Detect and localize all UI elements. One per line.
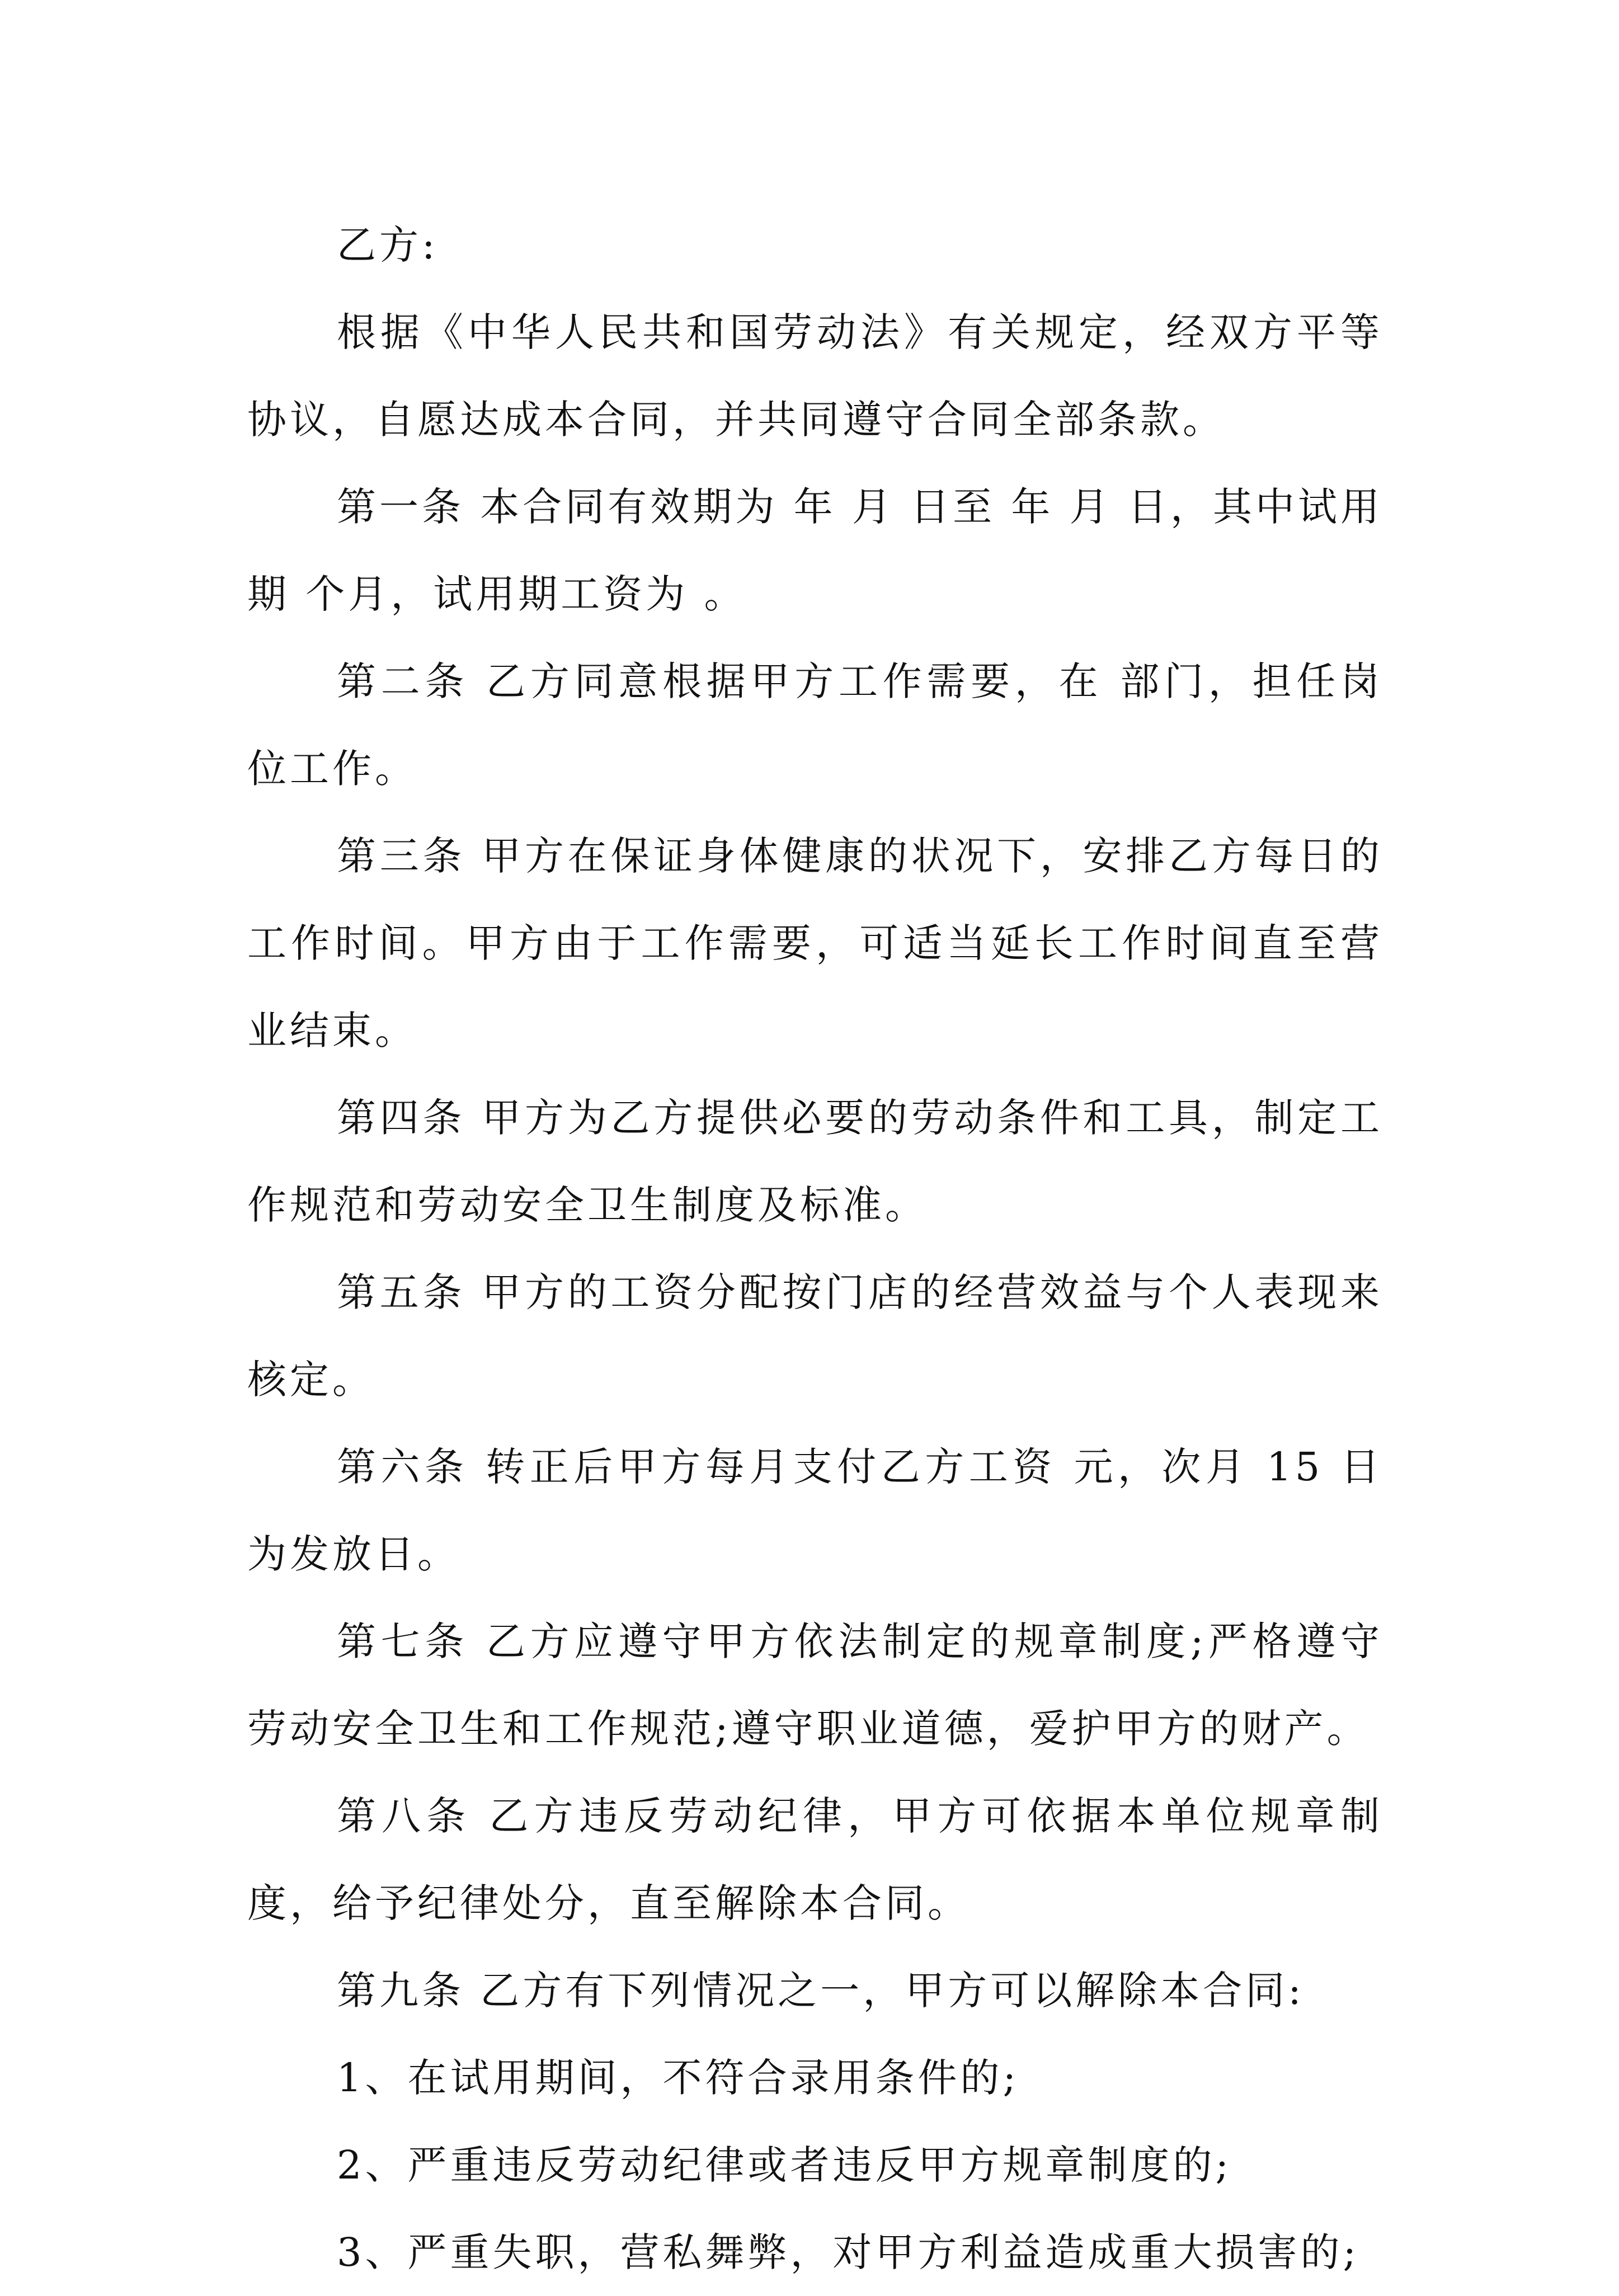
contract-preamble: 根据《中华人民共和国劳动法》有关规定，经双方平等协议，自愿达成本合同，并共同遵守合同全部条款。 <box>247 309 1383 443</box>
article-1: 第一条 本合同有效期为 年 月 日至 年 月 日，其中试用期 个月，试用期工资为 。 <box>247 484 1383 617</box>
article-9-item-2: 2、严重违反劳动纪律或者违反甲方规章制度的; <box>337 2142 1232 2188</box>
article-9-item-3: 3、严重失职，营私舞弊，对甲方利益造成重大损害的; <box>337 2229 1360 2275</box>
article-9: 第九条 乙方有下列情况之一，甲方可以解除本合同: <box>337 1968 1305 2013</box>
article-7: 第七条 乙方应遵守甲方依法制定的规章制度;严格遵守劳动安全卫生和工作规范;遵守职业道德，爱护甲方的财产。 <box>247 1619 1383 1752</box>
article-5: 第五条 甲方的工资分配按门店的经营效益与个人表现来核定。 <box>247 1269 1383 1403</box>
article-4: 第四条 甲方为乙方提供必要的劳动条件和工具，制定工作规范和劳动安全卫生制度及标准。 <box>247 1095 1383 1228</box>
article-9-item-1: 1、在试用期间，不符合录用条件的; <box>337 2055 1020 2101</box>
document-page <box>247 201 1383 2296</box>
article-8: 第八条 乙方违反劳动纪律，甲方可依据本单位规章制度，给予纪律处分，直至解除本合同。 <box>247 1793 1383 1926</box>
article-2: 第二条 乙方同意根据甲方工作需要，在 部门，担任岗位工作。 <box>247 658 1383 792</box>
party-b-line: 乙方: <box>337 222 439 268</box>
article-6: 第六条 转正后甲方每月支付乙方工资 元，次月 15 日为发放日。 <box>247 1444 1383 1577</box>
article-3: 第三条 甲方在保证身体健康的状况下，安排乙方每日的工作时间。甲方由于工作需要，可适当延长工作时间直至营业结束。 <box>247 833 1383 1053</box>
